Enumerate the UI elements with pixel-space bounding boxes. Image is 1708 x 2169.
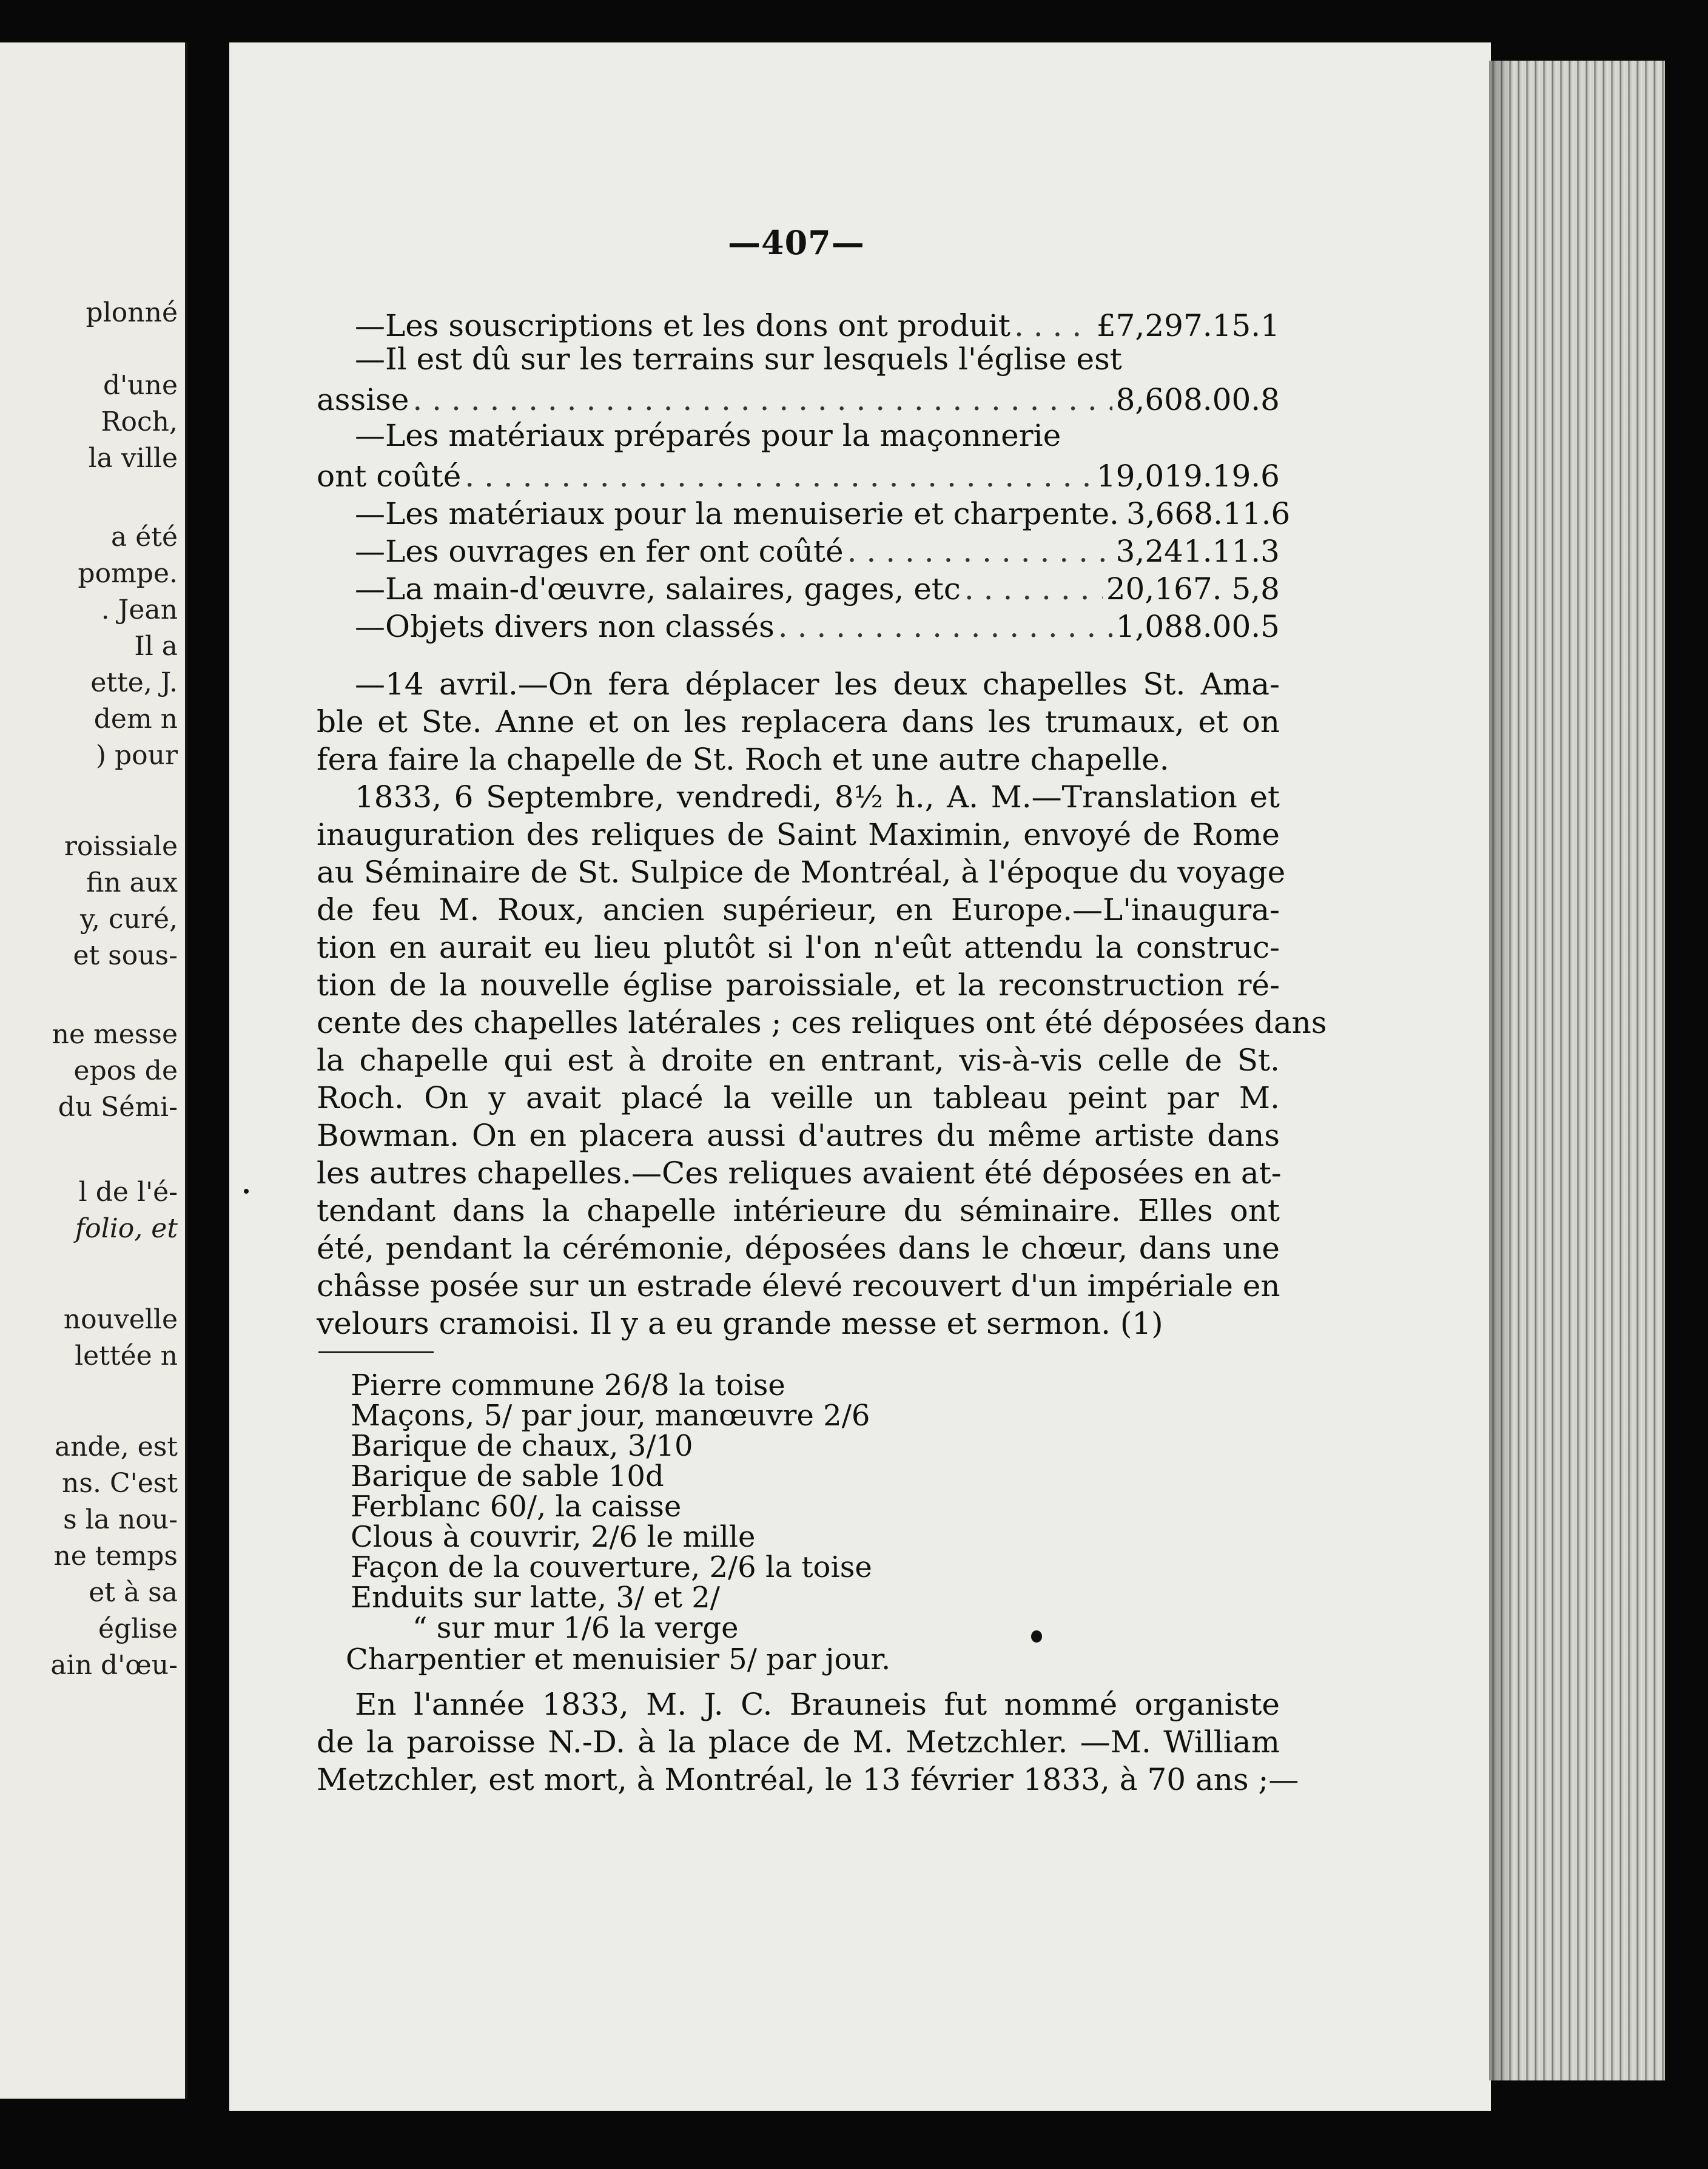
paragraph-line: velours cramoisi. Il y a eu grande messe et sermon. (1) [317, 1306, 1163, 1341]
leader-dots [1014, 308, 1093, 343]
left-page-line: la ville [88, 443, 178, 474]
leader-dots [778, 609, 1112, 644]
paragraph-line: inauguration des reliques de Saint Maximin, envoyé de Rome [317, 817, 1280, 852]
ledger-row [317, 382, 1280, 417]
ledger-label: ont coûté [317, 459, 462, 494]
ledger-label: assise [317, 382, 409, 417]
leader-dots [847, 534, 1112, 569]
page-edges [1489, 61, 1665, 2080]
ledger-label: —Les souscriptions et les dons ont produit [355, 308, 1010, 343]
left-page-line: et à sa [89, 1577, 178, 1608]
footnote-line: Clous à couvrir, 2/6 le mille [351, 1520, 756, 1554]
ledger-amount: 19,019.19.6 [1096, 459, 1280, 494]
left-page-line: ne temps [53, 1541, 178, 1572]
ledger-row: —Les matériaux préparés pour la maçonnerie [355, 418, 1061, 453]
paragraph-line: tion en aurait eu lieu plutôt si l'on n'eût attendu la construc- [317, 930, 1280, 965]
left-page [0, 42, 187, 2099]
paragraph-line: cente des chapelles latérales ; ces reliques ont été déposées dans [317, 1005, 1327, 1040]
paragraph-line: ble et Ste. Anne et on les replacera dans les trumaux, et on [317, 704, 1280, 739]
paragraph-line: châsse posée sur un estrade élevé recouvert d'un impériale en [317, 1268, 1280, 1303]
paragraph-line: la chapelle qui est à droite en entrant, vis-à-vis celle de St. [317, 1043, 1280, 1078]
paragraph-line: Bowman. On en placera aussi d'autres du même artiste dans [317, 1118, 1280, 1153]
paragraph-line: Metzchler, est mort, à Montréal, le 13 février 1833, à 70 ans ;— [317, 1762, 1299, 1797]
footnote-line: Ferblanc 60/, la caisse [351, 1490, 682, 1524]
footnote-line: “ sur mur 1/6 la verge [412, 1611, 739, 1645]
paragraph-line: tion de la nouvelle église paroissiale, et la reconstruction ré- [317, 967, 1280, 1003]
ink-speck [1031, 1630, 1042, 1643]
paragraph-line: En l'année 1833, M. J. C. Brauneis fut nommé organiste [355, 1687, 1280, 1722]
ledger-label: —Les ouvrages en fer ont coûté [355, 534, 844, 569]
footnote-line: Barique de sable 10d [351, 1459, 664, 1493]
left-page-line: ain d'œu- [50, 1650, 178, 1681]
paragraph-line: au Séminaire de St. Sulpice de Montréal, à l'époque du voyage [317, 855, 1286, 890]
left-page-line: nouvelle [63, 1304, 178, 1335]
ledger-label: —Objets divers non classés [355, 609, 775, 644]
left-page-line: dem n [93, 704, 178, 735]
footnote-line: Charpentier et menuisier 5/ par jour. [346, 1643, 891, 1676]
paragraph-line: de la paroisse N.-D. à la place de M. Metzchler. —M. William [317, 1724, 1280, 1760]
ledger-amount: 3,668.11.6 [1126, 496, 1291, 531]
footnote-line: Enduits sur latte, 3/ et 2/ [351, 1581, 720, 1615]
ledger-row [355, 534, 1280, 569]
left-page-line: ette, J. [90, 667, 178, 698]
ledger-amount: 3,241.11.3 [1115, 534, 1280, 569]
footnote-line: Pierre commune 26/8 la toise [351, 1368, 785, 1402]
left-page-line: pompe. [78, 558, 178, 589]
ink-speck [244, 1189, 249, 1194]
page-number: —407— [728, 223, 865, 262]
leader-dots [964, 571, 1103, 607]
ledger-row [355, 308, 1280, 343]
footnote-line: Façon de la couverture, 2/6 la toise [351, 1550, 872, 1584]
ledger-amount: 8,608.00.8 [1115, 382, 1280, 417]
left-page-line: s la nou- [63, 1504, 178, 1535]
left-page-line: ) pour [95, 740, 178, 771]
footnote-line: Maçons, 5/ par jour, manœuvre 2/6 [351, 1399, 870, 1433]
left-page-line: fin aux [86, 867, 178, 898]
ledger-label: —Les matériaux pour la menuiserie et charpente. [355, 496, 1119, 531]
ledger-row [355, 496, 1291, 531]
paragraph-line: Roch. On y avait placé la veille un tableau peint par M. [317, 1080, 1280, 1115]
left-page-line: d'une [103, 370, 178, 401]
left-page-line: et sous- [73, 940, 178, 971]
left-page-line: l de l'é- [78, 1177, 178, 1208]
left-page-line: a été [111, 522, 178, 553]
left-page-line: ne messe [52, 1019, 178, 1050]
ledger-amount: 20,167. 5,8 [1106, 571, 1280, 607]
ledger-row: —Il est dû sur les terrains sur lesquels l'église est [355, 341, 1122, 377]
paragraph-line: de feu M. Roux, ancien supérieur, en Europe.—L'inaugura- [317, 892, 1280, 927]
ledger-label: —La main-d'œuvre, salaires, gages, etc [355, 571, 961, 607]
ledger-amount: £7,297.15.1 [1096, 308, 1280, 343]
paragraph-line: été, pendant la cérémonie, déposées dans le chœur, dans une [317, 1231, 1280, 1266]
paragraph-line: tendant dans la chapelle intérieure du séminaire. Elles ont [317, 1193, 1280, 1228]
footnote-line: Barique de chaux, 3/10 [351, 1429, 693, 1463]
left-page-line: Il a [134, 631, 178, 662]
left-page-line: ns. C'est [62, 1468, 178, 1499]
left-page-line: . Jean [101, 594, 178, 625]
left-page-line: du Sémi- [58, 1092, 178, 1123]
paragraph-line: 1833, 6 Septembre, vendredi, 8½ h., A. M.—Translation et [355, 779, 1280, 815]
left-page-line: Roch, [101, 406, 178, 437]
leader-dots [412, 382, 1112, 417]
left-page-line: lettée n [75, 1340, 178, 1371]
left-page-line: plonné [86, 297, 178, 328]
paragraph-line: fera faire la chapelle de St. Roch et une autre chapelle. [317, 742, 1169, 777]
ledger-row [355, 609, 1280, 644]
ledger-row [317, 459, 1280, 494]
paragraph-line: les autres chapelles.—Ces reliques avaient été déposées en at- [317, 1155, 1282, 1191]
left-page-line: folio, et [75, 1213, 178, 1244]
leader-dots [465, 459, 1093, 494]
left-page-line: epos de [73, 1055, 178, 1086]
footnote-rule [318, 1351, 434, 1353]
paragraph-line: —14 avril.—On fera déplacer les deux chapelles St. Ama- [355, 667, 1280, 702]
gutter-shadow [1489, 61, 1513, 2080]
left-page-line: ande, est [54, 1431, 178, 1462]
left-page-line: y, curé, [79, 904, 178, 935]
left-page-line: église [98, 1613, 178, 1644]
ledger-row [355, 571, 1280, 607]
left-page-line: roissiale [64, 831, 178, 862]
ledger-amount: 1,088.00.5 [1115, 609, 1280, 644]
